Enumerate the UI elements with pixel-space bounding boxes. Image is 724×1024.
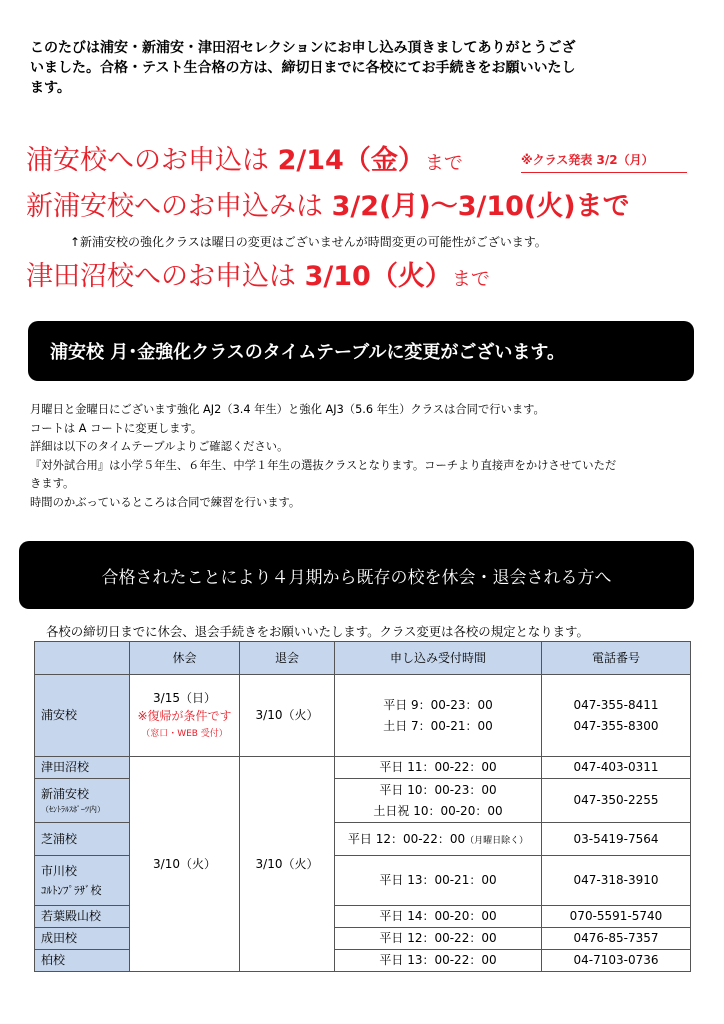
phone-cell: 047-318-3910 bbox=[542, 856, 691, 906]
header-phone: 電話番号 bbox=[542, 642, 691, 675]
kyukai-cell: 3/15（日） ※復帰が条件です （窓口・WEB 受付） bbox=[130, 675, 240, 757]
withdrawal-schedule-table bbox=[34, 641, 691, 972]
school-name: 若葉殿山校 bbox=[35, 906, 130, 928]
table-header-row bbox=[35, 642, 691, 675]
intro-text: このたびは浦安・新浦安・津田沼セレクションにお申し込み頂きましてありがとうござ いました。合格・テスト生合格の方は、締切日までに各校にてお手続きをお願いいたし ます。 bbox=[30, 40, 576, 96]
header-hours: 申し込み受付時間 bbox=[335, 642, 542, 675]
header-blank bbox=[35, 642, 130, 675]
phone-cell: 047-403-0311 bbox=[542, 757, 691, 779]
table-row bbox=[35, 675, 691, 757]
school-name: 浦安校 bbox=[35, 675, 130, 757]
phone-cell: 047-350-2255 bbox=[542, 779, 691, 823]
table-row bbox=[35, 757, 691, 779]
hours-cell: 平日 14：00-20：00 bbox=[335, 906, 542, 928]
table-note: 各校の締切日までに休会、退会手続きをお願いいたします。クラス変更は各校の規定となります。 bbox=[46, 624, 589, 639]
phone-cell: 047-355-8411 047-355-8300 bbox=[542, 675, 691, 757]
taikai-cell: 3/10（火） bbox=[240, 675, 335, 757]
deadline-urayasu: 浦安校へのお申込は 2/14（金）まで bbox=[26, 145, 463, 176]
school-name: 津田沼校 bbox=[35, 757, 130, 779]
phone-cell: 03-5419-7564 bbox=[542, 823, 691, 856]
hours-cell: 平日 12：00-22：00（月曜日除く） bbox=[335, 823, 542, 856]
school-name: 柏校 bbox=[35, 950, 130, 972]
deadline-tsudanuma: 津田沼校へのお申込は 3/10（火）まで bbox=[26, 261, 490, 292]
shared-taikai-cell: 3/10（火） bbox=[240, 757, 335, 972]
hours-cell: 平日 10：00-23：00 土日祝 10：00-20：00 bbox=[335, 779, 542, 823]
phone-cell: 04-7103-0736 bbox=[542, 950, 691, 972]
phone-cell: 0476-85-7357 bbox=[542, 928, 691, 950]
class-announcement-note: ※クラス発表 3/2（月） bbox=[521, 151, 687, 173]
school-name: 芝浦校 bbox=[35, 823, 130, 856]
phone-cell: 070-5591-5740 bbox=[542, 906, 691, 928]
hours-cell: 平日 13：00-21：00 bbox=[335, 856, 542, 906]
header-kyukai: 休会 bbox=[130, 642, 240, 675]
hours-cell: 平日 9：00-23：00 土日 7：00-21：00 bbox=[335, 675, 542, 757]
hours-cell: 平日 13：00-22：00 bbox=[335, 950, 542, 972]
timetable-change-banner: 浦安校 月･金強化クラスのタイムテーブルに変更がございます。 bbox=[28, 321, 694, 381]
hours-cell: 平日 11：00-22：00 bbox=[335, 757, 542, 779]
header-taikai: 退会 bbox=[240, 642, 335, 675]
deadline-shinurayasu: 新浦安校へのお申込みは 3/2(月)〜3/10(火)まで bbox=[26, 191, 630, 222]
school-name: 新浦安校 （ｾﾝﾄﾗﾙｽﾎﾟｰﾂ内） bbox=[35, 779, 130, 823]
school-name: 成田校 bbox=[35, 928, 130, 950]
shared-kyukai-cell: 3/10（火） bbox=[130, 757, 240, 972]
school-name: 市川校 ｺﾙﾄﾝﾌﾟﾗｻﾞ校 bbox=[35, 856, 130, 906]
hours-cell: 平日 12：00-22：00 bbox=[335, 928, 542, 950]
time-change-note: ↑新浦安校の強化クラスは曜日の変更はございませんが時間変更の可能性がございます。 bbox=[70, 235, 547, 249]
timetable-details-paragraph: 月曜日と金曜日にございます強化 AJ2（3.4 年生）と強化 AJ3（5.6 年生）クラスは合同で行います。 コートは A コートに変更します。 詳細は以下のタイムテーブルよりご確認ください。 『対外試合用』は小学５年生、６年生、中学１年生の選抜クラスとなります。コーチより直接声をかけさせていただ きます。 時間のかぶっているところは合同で練習を行います。 bbox=[30, 403, 617, 509]
withdrawal-banner: 合格されたことにより４月期から既存の校を休会・退会される方へ bbox=[19, 541, 694, 609]
